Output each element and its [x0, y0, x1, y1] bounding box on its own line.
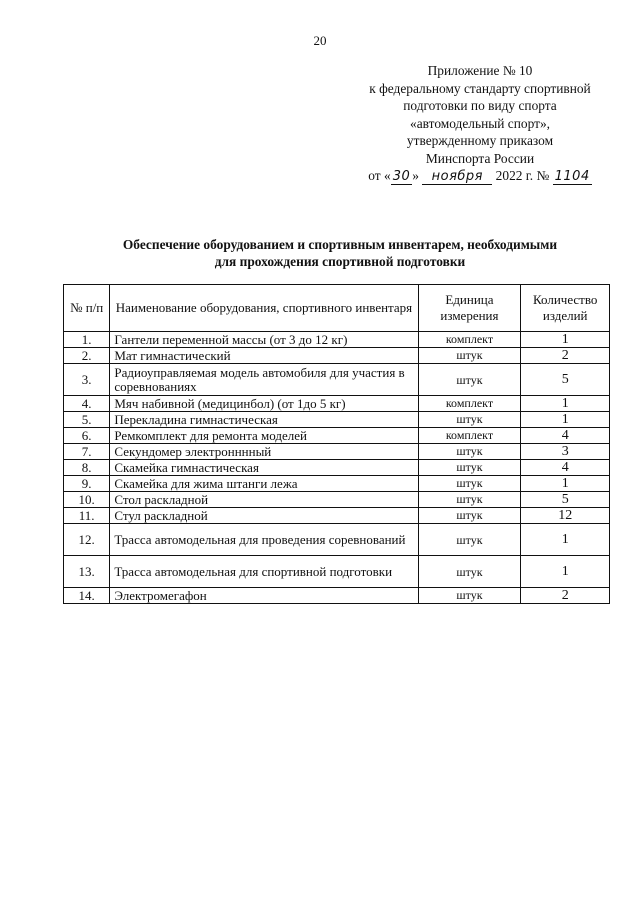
row-name: Секундомер электронннный — [110, 444, 418, 460]
handwritten-day: 30 — [392, 169, 411, 184]
row-name: Стул раскладной — [110, 508, 418, 524]
row-unit: штук — [418, 364, 521, 396]
table-row — [64, 332, 610, 348]
row-num: 14. — [64, 588, 110, 604]
row-qty: 3 — [521, 444, 610, 460]
row-num: 12. — [64, 524, 110, 556]
page-number: 20 — [313, 33, 327, 48]
annex-line: Минспорта России — [425, 150, 535, 166]
row-num: 4. — [64, 396, 110, 412]
row-qty: 1 — [521, 476, 610, 492]
row-name: Электромегафон — [110, 588, 418, 604]
row-unit: комплект — [418, 332, 521, 348]
row-unit: штук — [418, 508, 521, 524]
annex-line: к федеральному стандарту спортивной — [369, 80, 591, 96]
table-row — [64, 460, 610, 476]
title-line: для прохождения спортивной подготовки — [214, 254, 466, 269]
table-row — [64, 364, 610, 396]
row-qty: 2 — [521, 348, 610, 364]
row-qty: 4 — [521, 428, 610, 444]
row-name: Ремкомплект для ремонта моделей — [110, 428, 418, 444]
row-unit: штук — [418, 524, 521, 556]
row-name: Перекладина гимнастическая — [110, 412, 418, 428]
row-qty: 2 — [521, 588, 610, 604]
table-row — [64, 396, 610, 412]
row-name: Гантели переменной массы (от 3 до 12 кг) — [110, 332, 418, 348]
row-num: 10. — [64, 492, 110, 508]
row-unit: штук — [418, 348, 521, 364]
annex-header — [330, 62, 630, 185]
row-name: Скамейка для жима штанги лежа — [110, 476, 418, 492]
header-unit: Единица измерения — [418, 285, 521, 332]
row-qty: 5 — [521, 492, 610, 508]
table-row — [64, 508, 610, 524]
row-name: Трасса автомодельная для проведения соревнований — [110, 524, 418, 556]
row-unit: штук — [418, 476, 521, 492]
date-prefix: от « — [368, 168, 391, 183]
row-num: 1. — [64, 332, 110, 348]
header-num: № п/п — [64, 285, 110, 332]
annex-line: подготовки по виду спорта — [403, 98, 557, 113]
table-row — [64, 476, 610, 492]
row-name: Мат гимнастический — [110, 348, 418, 364]
title-line: Обеспечение оборудованием и спортивным инвентарем, необходимыми — [122, 237, 558, 252]
row-unit: штук — [418, 460, 521, 476]
row-num: 9. — [64, 476, 110, 492]
table-row — [64, 556, 610, 588]
table-row — [64, 428, 610, 444]
row-qty: 4 — [521, 460, 610, 476]
row-name: Скамейка гимнастическая — [110, 460, 418, 476]
inventory-table — [63, 284, 610, 604]
order-date-line — [330, 167, 630, 185]
row-num: 5. — [64, 412, 110, 428]
table-row — [64, 524, 610, 556]
row-num: 7. — [64, 444, 110, 460]
header-name: Наименование оборудования, спортивного инвентаря — [110, 285, 418, 332]
row-name: Радиоуправляемая модель автомобиля для участия в соревнованиях — [110, 364, 418, 396]
row-unit: штук — [418, 444, 521, 460]
row-qty: 1 — [521, 556, 610, 588]
row-qty: 1 — [521, 524, 610, 556]
table-row — [64, 348, 610, 364]
row-name: Трасса автомодельная для спортивной подготовки — [110, 556, 418, 588]
document-title — [40, 236, 640, 270]
row-qty: 5 — [521, 364, 610, 396]
date-mid: » — [412, 168, 419, 183]
row-name: Мяч набивной (медицинбол) (от 1до 5 кг) — [110, 396, 418, 412]
row-unit: штук — [418, 412, 521, 428]
row-num: 8. — [64, 460, 110, 476]
row-num: 6. — [64, 428, 110, 444]
handwritten-order-number: 1104 — [554, 169, 590, 184]
row-unit: штук — [418, 588, 521, 604]
row-num: 2. — [64, 348, 110, 364]
row-num: 3. — [64, 364, 110, 396]
row-unit: штук — [418, 492, 521, 508]
table-row — [64, 492, 610, 508]
row-num: 13. — [64, 556, 110, 588]
row-unit: штук — [418, 556, 521, 588]
handwritten-month: ноября — [422, 170, 492, 185]
annex-title: Приложение № 10 — [427, 63, 533, 78]
annex-line: «автомодельный спорт», — [410, 115, 550, 131]
header-qty: Количество изделий — [521, 285, 610, 332]
row-qty: 1 — [521, 412, 610, 428]
table-row — [64, 588, 610, 604]
table-header-row — [64, 285, 610, 332]
row-name: Стол раскладной — [110, 492, 418, 508]
table-row — [64, 412, 610, 428]
row-qty: 12 — [521, 508, 610, 524]
row-qty: 1 — [521, 396, 610, 412]
row-unit: комплект — [418, 396, 521, 412]
annex-line: утвержденному приказом — [406, 133, 554, 148]
row-num: 11. — [64, 508, 110, 524]
row-qty: 1 — [521, 332, 610, 348]
table-row — [64, 444, 610, 460]
row-unit: комплект — [418, 428, 521, 444]
date-year: 2022 г. № — [495, 168, 550, 183]
